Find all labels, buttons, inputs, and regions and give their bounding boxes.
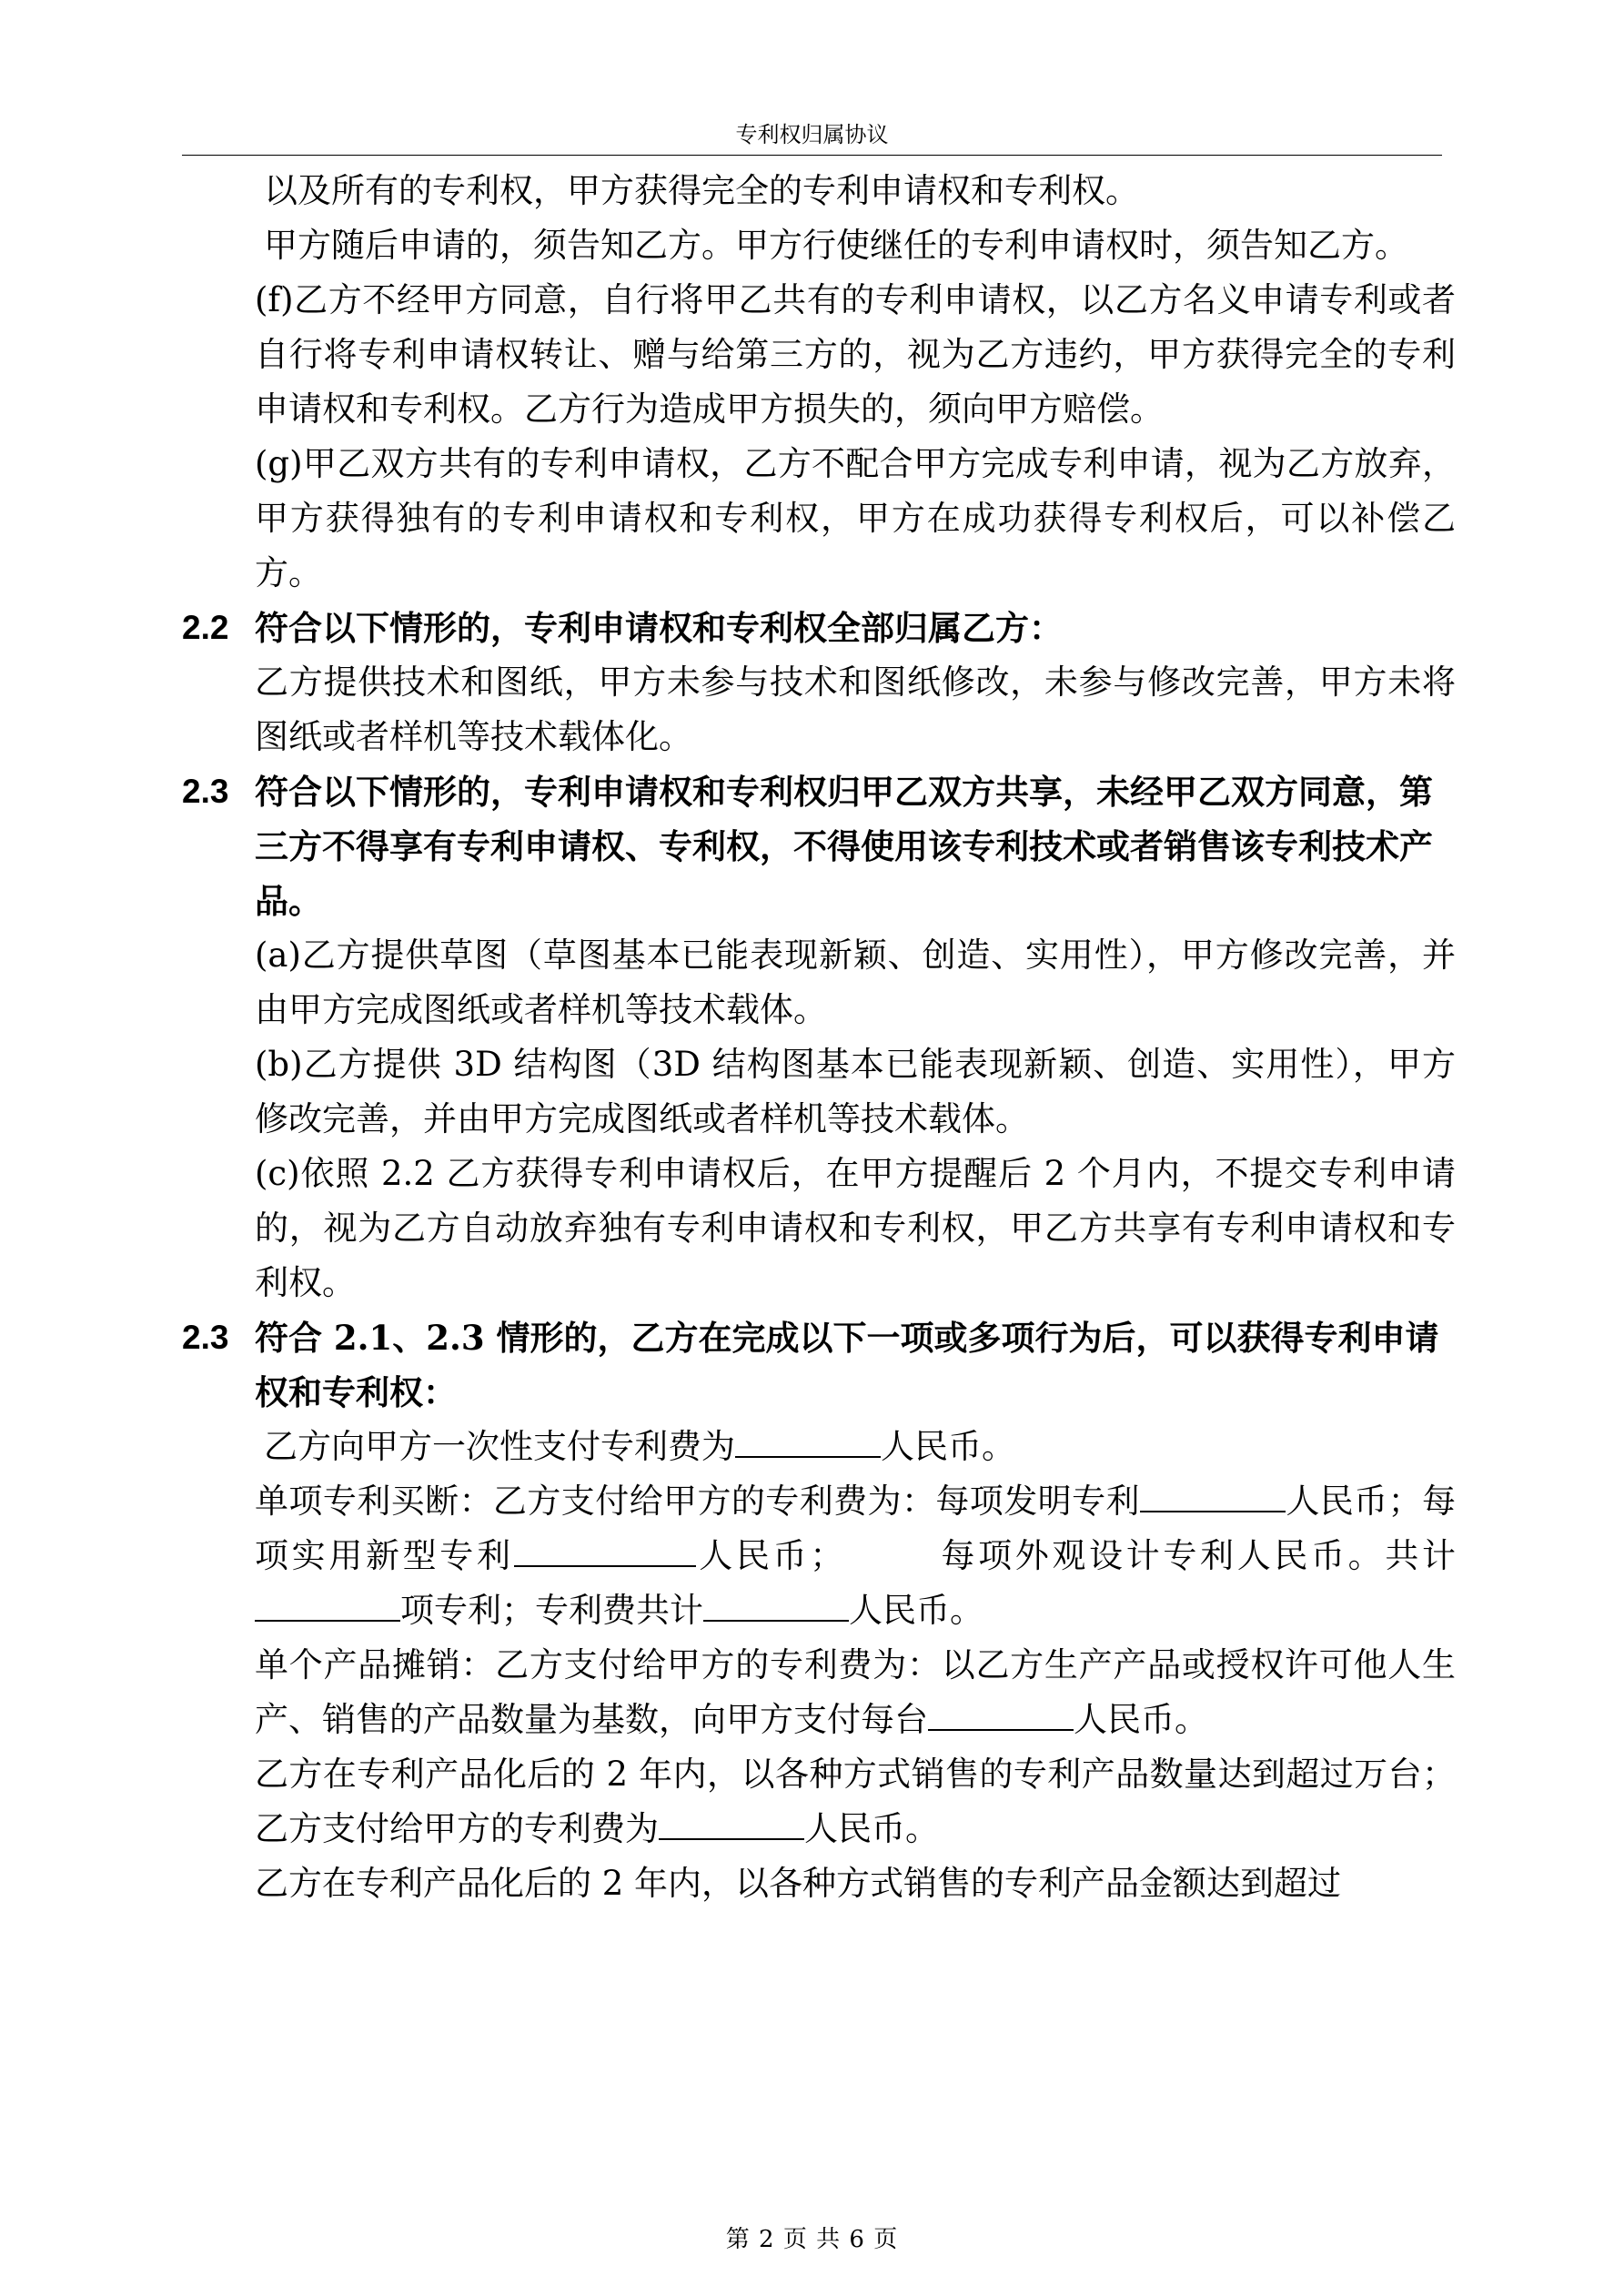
section-2-3-second-heading [182,1310,1456,1420]
blank-line [928,1700,1074,1731]
text: 人民币。 [881,1427,1015,1466]
text: 乙方向甲方一次性支付专利费为 [264,1427,735,1466]
text: 单个产品摊销：乙方支付给甲方的专利费为：以乙方生产产品或授权许可他人生产、销售的产品数量为基数，向甲方支付每台 [255,1645,1456,1739]
one-time-fee-line [182,1420,1456,1474]
blank-line [735,1427,881,1458]
clause-g: (g)甲乙双方共有的专利申请权，乙方不配合甲方完成专利申请，视为乙方放弃，甲方获得独有的专利申请权和专利权，甲方在成功获得专利权后，可以补偿乙方。 [255,444,1456,592]
text: 人民币。 [1074,1700,1208,1739]
page-number: 第 2 页 共 6 页 [725,2226,899,2253]
blank-line [659,1809,804,1840]
section-number: 2.2 [182,609,229,646]
buyout-paragraph [182,1474,1456,1638]
section-title: 符合以下情形的，专利申请权和专利权归甲乙双方共享，未经甲乙双方同意，第三方不得享有专利申请权、专利权，不得使用该专利技术或者销售该专利技术产品。 [255,772,1433,921]
section-number: 2.3 [182,773,229,810]
blank-line [514,1536,696,1567]
volume-paragraph [182,1747,1456,1856]
amount-paragraph: 乙方在专利产品化后的 2 年内，以各种方式销售的专利产品金额达到超过 [255,1864,1342,1903]
text: 人民币。 [804,1809,939,1848]
text: 人民币； 每项外观设计专利人民币。共计 [695,1536,1456,1575]
blank-line [255,1591,400,1622]
section-2-3-heading [182,764,1456,928]
paragraph: 以及所有的专利权，甲方获得完全的专利申请权和专利权。 [264,171,1139,210]
text: 乙方在专利产品化后的 2 年内，以各种方式销售的专利产品数量达到超过万台；乙方支付给甲方的专利费为 [255,1755,1456,1848]
blank-line [1140,1482,1286,1512]
clause-a: (a)乙方提供草图（草图基本已能表现新颖、创造、实用性），甲方修改完善，并由甲方完成图纸或者样机等技术载体。 [255,936,1456,1029]
text: 单项专利买断：乙方支付给甲方的专利费为：每项发明专利 [255,1482,1140,1521]
document-body [182,164,1456,1911]
amortization-paragraph [182,1638,1456,1747]
paragraph: 甲方随后申请的，须告知乙方。甲方行使继任的专利申请权时，须告知乙方。 [264,226,1408,265]
text: 人民币；每项实用新型专利 [255,1482,1457,1575]
page-header: 专利权归属协议 [0,116,1624,156]
clause-f: (f)乙方不经甲方同意，自行将甲乙共有的专利申请权，以乙方名义申请专利或者自行将专利申请权转让、赠与给第三方的，视为乙方违约，甲方获得完全的专利申请权和专利权。乙方行为造成甲方损失的，须向甲方赔偿。 [255,280,1456,429]
section-title: 符合 2.1、2.3 情形的，乙方在完成以下一项或多项行为后，可以获得专利申请权和专利权： [255,1318,1439,1412]
section-number: 2.3 [182,1319,229,1356]
text: 人民币。 [849,1591,983,1630]
blank-line [703,1591,849,1622]
section-2-2-heading [182,601,1456,655]
clause-c: (c)依照 2.2 乙方获得专利申请权后，在甲方提醒后 2 个月内，不提交专利申请的，视为乙方自动放弃独有专利申请权和专利权，甲乙方共享有专利申请权和专利权。 [255,1154,1456,1302]
clause-b: (b)乙方提供 3D 结构图（3D 结构图基本已能表现新颖、创造、实用性），甲方修改完善，并由甲方完成图纸或者样机等技术载体。 [255,1045,1456,1138]
section-title: 符合以下情形的，专利申请权和专利权全部归属乙方： [255,608,1063,648]
text: 项专利；专利费共计 [400,1591,703,1630]
section-2-2-body: 乙方提供技术和图纸，甲方未参与技术和图纸修改，未参与修改完善，甲方未将图纸或者样机等技术载体化。 [255,663,1456,756]
